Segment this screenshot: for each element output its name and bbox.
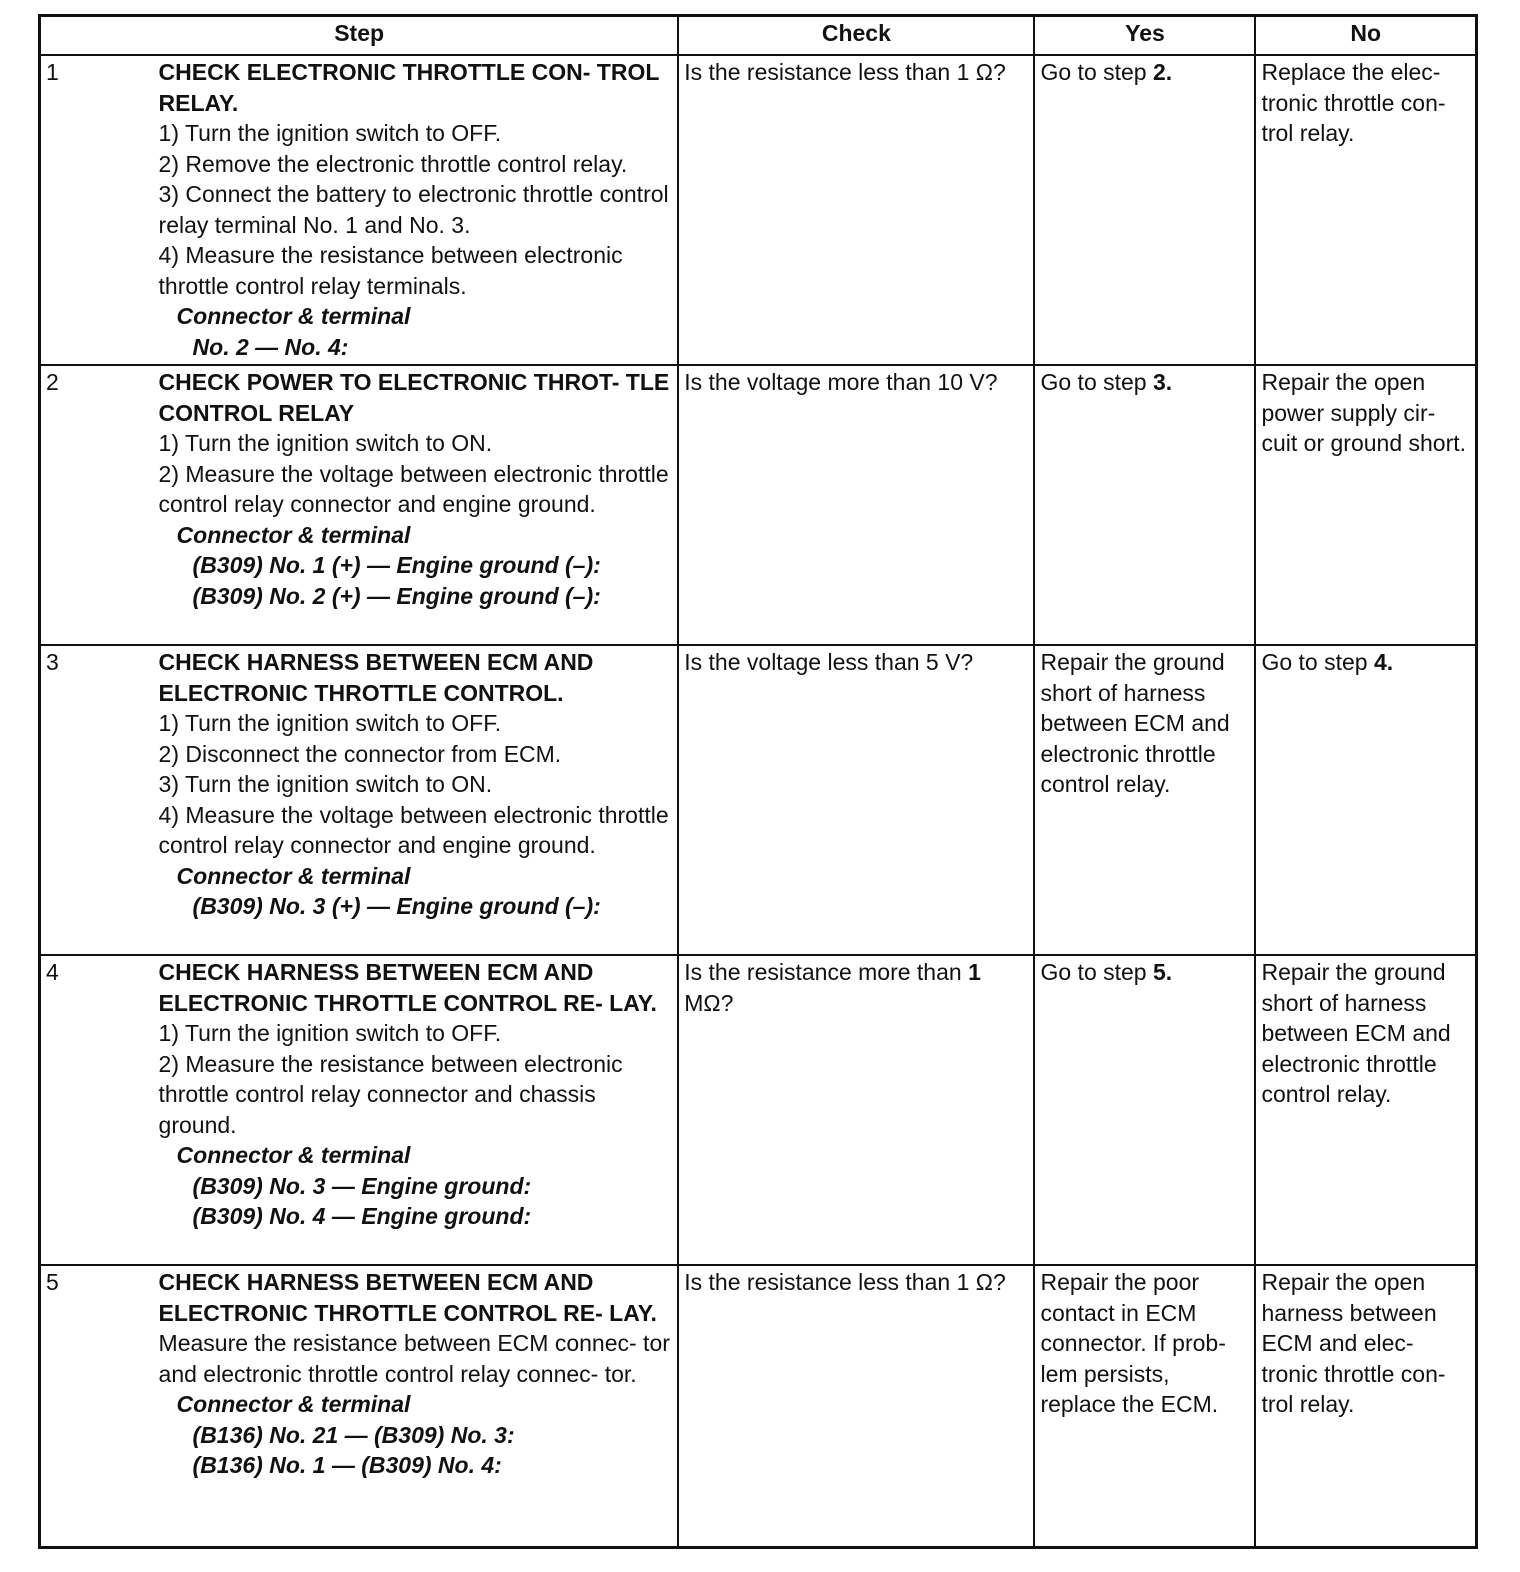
step-body (154, 645, 679, 955)
goto-step: 3. (1153, 369, 1173, 395)
connector-heading: Connector & terminal (176, 1142, 411, 1168)
connector-heading: Connector & terminal (176, 862, 411, 889)
step-line: 3) Connect the battery to electronic throttle control relay terminal No. 1 and No. 3. (158, 181, 669, 238)
check-cell: Is the voltage less than 5 V? (678, 645, 1034, 955)
step-line: 2) Measure the resistance between electronic throttle control relay connector and chassis ground. (158, 1050, 623, 1138)
yes-cell: Repair the ground short of harness between ECM and electronic throttle control relay. (1034, 645, 1255, 955)
goto-step: 4. (1373, 649, 1394, 675)
step-number: 3 (40, 645, 154, 955)
connector-line: (B309) No. 2 (+) — Engine ground (–): (192, 582, 601, 609)
step-title: CHECK HARNESS BETWEEN ECM AND ELECTRONIC THROTTLE CONTROL RE- LAY. (158, 959, 657, 1016)
step-title: CHECK HARNESS BETWEEN ECM AND ELECTRONIC THROTTLE CONTROL RE- LAY. (158, 1269, 657, 1326)
connector-heading: Connector & terminal (176, 1391, 411, 1417)
step-line: 1) Turn the ignition switch to OFF. (158, 1020, 502, 1046)
check-value: 1 (968, 959, 981, 985)
step-body (154, 955, 679, 1265)
step-line: 3) Turn the ignition switch to ON. (158, 771, 493, 797)
no-cell: Repair the open power supply cir- cuit or ground short. (1255, 365, 1476, 645)
header-no: No (1255, 16, 1476, 56)
goto-text: Go to step (1261, 649, 1374, 675)
step-line: 1) Turn the ignition switch to OFF. (158, 120, 502, 146)
yes-cell (1034, 365, 1255, 645)
step-line: 1) Turn the ignition switch to OFF. (158, 710, 502, 736)
step-line: Measure the resistance between ECM connec- tor and electronic throttle control relay connec- tor. (158, 1330, 670, 1387)
goto-step: 5. (1153, 959, 1173, 985)
check-cell: Is the voltage more than 10 V? (678, 365, 1034, 645)
goto-text: Go to step (1040, 59, 1153, 85)
no-cell (1255, 645, 1476, 955)
table-row (40, 1265, 1477, 1547)
step-title: CHECK HARNESS BETWEEN ECM AND ELECTRONIC THROTTLE CONTROL. (158, 649, 594, 706)
header-step: Step (40, 16, 679, 56)
step-number: 2 (40, 365, 154, 645)
no-cell: Repair the open harness between ECM and elec- tronic throttle con- trol relay. (1255, 1265, 1476, 1547)
header-check: Check (678, 16, 1034, 56)
step-line: 2) Disconnect the connector from ECM. (158, 740, 562, 767)
yes-cell (1034, 955, 1255, 1265)
check-cell: Is the resistance less than 1 Ω? (678, 1265, 1034, 1547)
yes-cell: Repair the poor contact in ECM connector. If prob- lem persists, replace the ECM. (1034, 1265, 1255, 1547)
step-body (154, 1265, 679, 1547)
no-cell: Replace the elec- tronic throttle con- trol relay. (1255, 55, 1476, 365)
check-text: Is the resistance more than (684, 959, 969, 985)
table-row (40, 55, 1477, 365)
step-body (154, 55, 679, 365)
check-unit: MΩ? (684, 989, 734, 1016)
step-title: CHECK ELECTRONIC THROTTLE CON- TROL RELAY. (158, 59, 659, 116)
header-row (40, 16, 1477, 56)
step-line: 4) Measure the voltage between electronic throttle control relay connector and engine ground. (158, 801, 669, 858)
check-cell (678, 955, 1034, 1265)
step-number: 5 (40, 1265, 154, 1547)
step-number: 4 (40, 955, 154, 1265)
goto-text: Go to step (1040, 959, 1153, 985)
step-line: 1) Turn the ignition switch to ON. (158, 430, 493, 456)
connector-line: (B136) No. 1 — (B309) No. 4: (192, 1452, 502, 1478)
connector-line: (B136) No. 21 — (B309) No. 3: (192, 1421, 515, 1448)
step-line: 2) Measure the voltage between electronic throttle control relay connector and engine ground. (158, 460, 669, 517)
step-number: 1 (40, 55, 154, 365)
step-line: 4) Measure the resistance between electronic throttle control relay terminals. (158, 242, 623, 299)
yes-cell (1034, 55, 1255, 365)
no-cell: Repair the ground short of harness between ECM and electronic throttle control relay. (1255, 955, 1476, 1265)
step-body (154, 365, 679, 645)
step-title: CHECK POWER TO ELECTRONIC THROT- TLE CONTROL RELAY (158, 369, 670, 426)
connector-heading: Connector & terminal (176, 303, 411, 329)
connector-line: (B309) No. 4 — Engine ground: (192, 1203, 532, 1229)
check-cell: Is the resistance less than 1 Ω? (678, 55, 1034, 365)
connector-line: (B309) No. 1 (+) — Engine ground (–): (192, 552, 601, 578)
connector-line: (B309) No. 3 — Engine ground: (192, 1172, 532, 1199)
goto-step: 2. (1153, 59, 1173, 85)
table-row (40, 645, 1477, 955)
table-row (40, 365, 1477, 645)
connector-heading: Connector & terminal (176, 521, 411, 548)
diagnostic-table (38, 14, 1478, 1549)
goto-text: Go to step (1040, 369, 1153, 395)
header-yes: Yes (1034, 16, 1255, 56)
connector-line: No. 2 — No. 4: (192, 333, 349, 360)
connector-line: (B309) No. 3 (+) — Engine ground (–): (192, 893, 601, 919)
table-row (40, 955, 1477, 1265)
step-line: 2) Remove the electronic throttle control relay. (158, 150, 628, 177)
